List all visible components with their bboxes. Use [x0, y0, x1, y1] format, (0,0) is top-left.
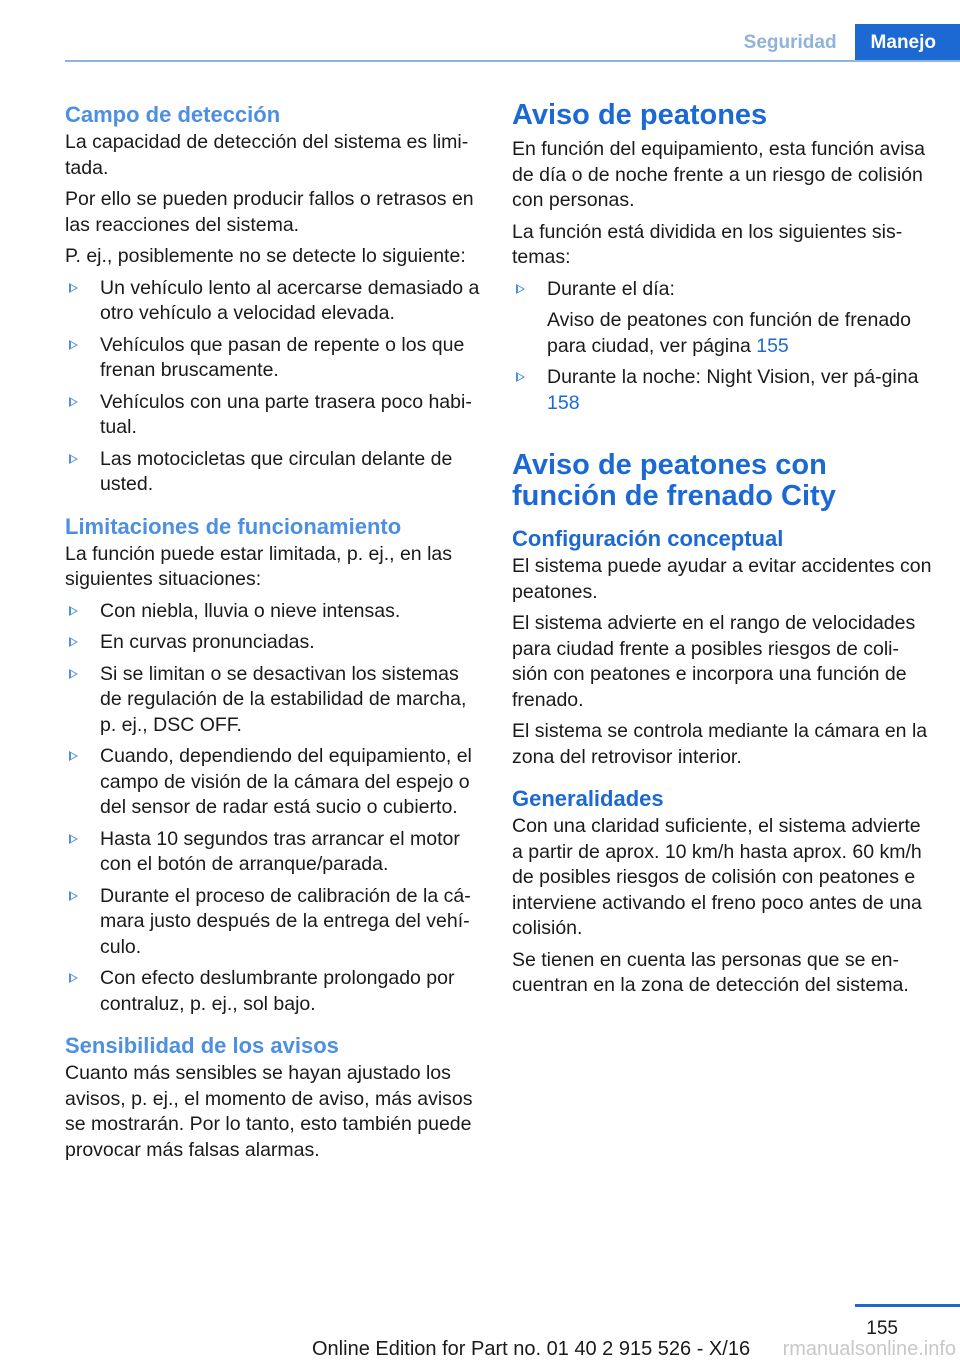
triangle-bullet-icon [69, 637, 78, 647]
section-title-frenado-city: Aviso de peatones con función de frenado City [512, 449, 836, 512]
paragraph: La función está dividida en los siguientes sis‐temas: [512, 220, 903, 268]
list-item: Durante el día: Aviso de peatones con función de frenado para ciudad, ver página 155 [512, 277, 932, 360]
paragraph: El sistema se controla mediante la cámara en la zona del retrovisor interior. [512, 720, 928, 768]
paragraph: P. ej., posiblemente no se detecte lo siguiente: [65, 245, 466, 267]
list-item: Con niebla, lluvia o nieve intensas. [65, 599, 481, 625]
list-item: Con efecto deslumbrante prolongado por contraluz, p. ej., sol bajo. [65, 966, 481, 1017]
left-column [65, 100, 481, 1169]
footer-divider [855, 1304, 960, 1307]
section-title-limitaciones: Limitaciones de funcionamiento [65, 513, 402, 539]
triangle-bullet-icon [69, 891, 78, 901]
list-item: Vehículos que pasan de repente o los que frenan bruscamente. [65, 333, 481, 384]
triangle-bullet-icon [516, 372, 525, 382]
paragraph: El sistema advierte en el rango de velocidades para ciudad frente a posibles riesgos de coli‐sión con peatones e incorpora una función de frenado. [512, 612, 916, 711]
paragraph: El sistema puede ayudar a evitar accidentes con peatones. [512, 555, 932, 603]
header-divider [65, 60, 960, 62]
triangle-bullet-icon [69, 751, 78, 761]
section-title-sensibilidad: Sensibilidad de los avisos [65, 1033, 339, 1058]
triangle-bullet-icon [69, 397, 78, 407]
page-link-158[interactable]: 158 [547, 391, 580, 414]
paragraph: En función del equipamiento, esta función avisa de día o de noche frente a un riesgo de colisión con personas. [512, 138, 926, 211]
triangle-bullet-icon [69, 834, 78, 844]
triangle-bullet-icon [69, 454, 78, 464]
page-number: 155 [866, 1318, 898, 1339]
paragraph: Se tienen en cuenta las personas que se en‐cuentran en la zona de detección del sistema. [512, 948, 909, 996]
list-item: Durante la noche: Night Vision, ver pá‐gina 158 [512, 365, 932, 416]
triangle-bullet-icon [516, 284, 525, 294]
list-item-detail: Aviso de peatones con función de frenado para ciudad, ver página 155 [547, 309, 911, 357]
triangle-bullet-icon [69, 669, 78, 679]
section-title-aviso-peatones: Aviso de peatones [512, 99, 768, 131]
watermark: rmanualsonline.info [782, 1338, 956, 1360]
list-item: Durante el proceso de calibración de la cá‐mara justo después de la entrega del vehí‐culo. [65, 884, 481, 961]
bullet-list-sistemas [512, 277, 932, 417]
triangle-bullet-icon [69, 283, 78, 293]
list-item: Cuando, dependiendo del equipamiento, el campo de visión de la cámara del espejo o del sensor de radar está sucio o cubierto. [65, 744, 481, 821]
list-item: Un vehículo lento al acercarse demasiado a otro vehículo a velocidad elevada. [65, 276, 481, 327]
bullet-list-limitaciones [65, 599, 481, 1018]
list-item: Si se limitan o se desactivan los sistemas de regulación de la estabilidad de marcha, p. ej., DSC OFF. [65, 662, 481, 739]
triangle-bullet-icon [69, 606, 78, 616]
list-item: Las motocicletas que circulan delante de usted. [65, 447, 481, 498]
subsection-title-configuracion: Configuración conceptual [512, 526, 784, 551]
page-link-155[interactable]: 155 [756, 334, 789, 357]
paragraph: Con una claridad suficiente, el sistema advierte a partir de aprox. 10 km/h hasta aprox. 60 km/h de posibles riesgos de colisión con peatones e interviene activando el freno poco antes de una colisión. [512, 815, 922, 939]
list-item: Hasta 10 segundos tras arrancar el motor con el botón de arranque/parada. [65, 827, 481, 878]
paragraph: La capacidad de detección del sistema es limi‐tada. [65, 131, 469, 179]
bullet-list-deteccion [65, 276, 481, 498]
list-item: En curvas pronunciadas. [65, 630, 481, 656]
paragraph: La función puede estar limitada, p. ej., en las siguientes situaciones: [65, 542, 452, 590]
paragraph: Por ello se pueden producir fallos o retrasos en las reacciones del sistema. [65, 188, 474, 236]
triangle-bullet-icon [69, 340, 78, 350]
tab-manejo[interactable]: Manejo [855, 24, 960, 61]
section-title-campo-deteccion: Campo de detección [65, 102, 281, 127]
right-column [512, 100, 932, 1005]
tab-seguridad[interactable]: Seguridad [726, 24, 855, 61]
edition-footer: Online Edition for Part no. 01 40 2 915 526 - X/16 [312, 1338, 751, 1360]
triangle-bullet-icon [69, 973, 78, 983]
paragraph: Cuanto más sensibles se hayan ajustado los avisos, p. ej., el momento de aviso, más avisos se mostrarán. Por lo tanto, esto también puede provocar más falsas alarmas. [65, 1062, 473, 1161]
list-item: Vehículos con una parte trasera poco habi‐tual. [65, 390, 481, 441]
header-tabs [726, 24, 960, 61]
subsection-title-generalidades: Generalidades [512, 786, 664, 811]
